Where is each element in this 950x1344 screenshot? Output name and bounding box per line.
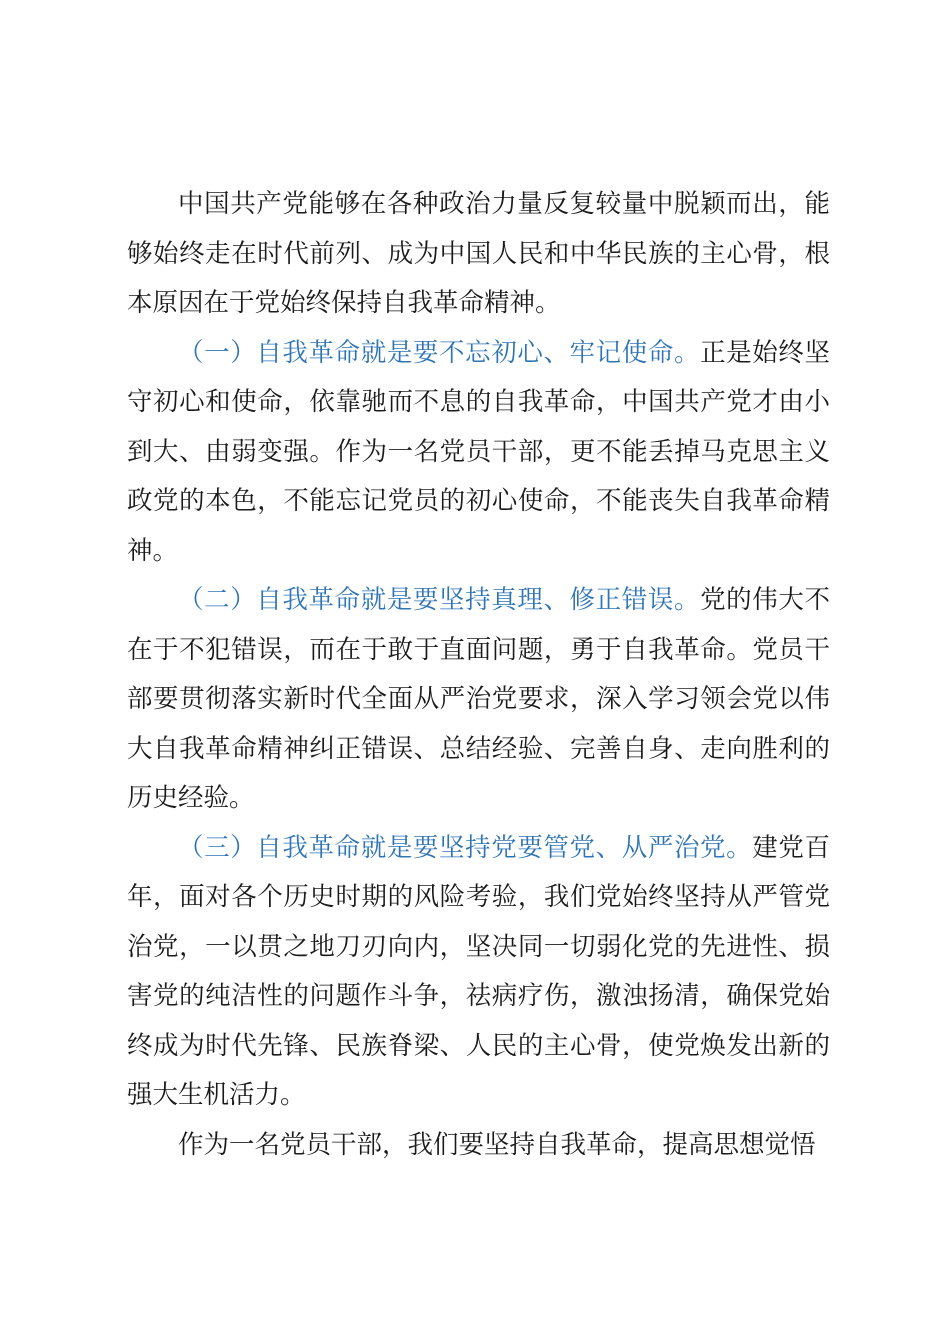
paragraph-text: 建党百年，面对各个历史时期的风险考验，我们党始终坚持从严管党治党，一以贯之地刀刃向内，坚决同一切弱化党的先进性、损害党的纯洁性的问题作斗争，祛病疗伤，激浊扬清，确保党始终成为时代先锋、民族脊梁、人民的主心骨，使党焕发出新的强大生机活力。 — [127, 832, 830, 1110]
paragraph-section-2 — [127, 576, 830, 824]
paragraph-section-1 — [127, 329, 830, 577]
section-heading-1: （一）自我革命就是要不忘初心、牢记使命。 — [178, 337, 701, 368]
paragraph-text: 正是始终坚守初心和使命，依靠驰而不息的自我革命，中国共产党才由小到大、由弱变强。作为一名党员干部，更不能丢掉马克思主义政党的本色，不能忘记党员的初心使命，不能丧失自我革命精神。 — [127, 337, 830, 566]
paragraph-text: 党的伟大不在于不犯错误，而在于敢于直面问题，勇于自我革命。党员干部要贯彻落实新时代全面从严治党要求，深入学习领会党以伟大自我革命精神纠正错误、总结经验、完善自身、走向胜利的历史经验。 — [127, 585, 830, 813]
paragraph-closing — [127, 1121, 830, 1171]
paragraph-text: 作为一名党员干部，我们要坚持自我革命，提高思想觉悟 — [178, 1129, 816, 1160]
paragraph-text: 中国共产党能够在各种政治力量反复较量中脱颖而出，能够始终走在时代前列、成为中国人民和中华民族的主心骨，根本原因在于党始终保持自我革命精神。 — [127, 189, 830, 318]
paragraph-section-3 — [127, 824, 830, 1121]
document-body — [127, 180, 830, 1170]
section-heading-3: （三）自我革命就是要坚持党要管党、从严治党。 — [178, 832, 753, 863]
paragraph-intro — [127, 180, 830, 329]
section-heading-2: （二）自我革命就是要坚持真理、修正错误。 — [178, 585, 701, 615]
